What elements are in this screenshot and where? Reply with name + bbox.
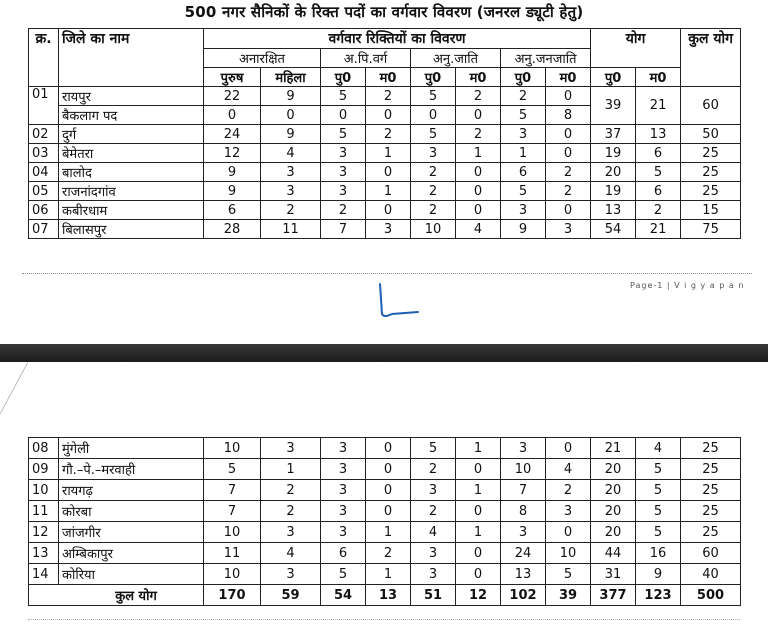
cell: 3 bbox=[321, 480, 366, 501]
cell-total-f: 6 bbox=[636, 144, 681, 163]
row-sno: 06 bbox=[29, 201, 59, 220]
subheader-female: महिला bbox=[261, 68, 321, 87]
cell-total-m: 37 bbox=[591, 125, 636, 144]
cell-total-f: 5 bbox=[636, 163, 681, 182]
vacancy-table-page1 bbox=[28, 28, 741, 239]
cell: 5 bbox=[321, 564, 366, 585]
cell-grand: 25 bbox=[681, 144, 741, 163]
cell: 6 bbox=[501, 163, 546, 182]
cell: 2 bbox=[261, 501, 321, 522]
cell-total-f: 21 bbox=[636, 220, 681, 239]
subheader-m: पु0 bbox=[411, 68, 456, 87]
header-district: जिले का नाम bbox=[59, 29, 204, 87]
cell: 0 bbox=[546, 201, 591, 220]
table-row bbox=[29, 87, 741, 106]
cell: 9 bbox=[204, 182, 261, 201]
cell: 1 bbox=[366, 144, 411, 163]
cell: 0 bbox=[456, 201, 501, 220]
cell-grand: 75 bbox=[681, 220, 741, 239]
header-row-1 bbox=[29, 29, 741, 49]
page-break-bar bbox=[0, 344, 768, 362]
pen-stroke-mark bbox=[370, 282, 430, 322]
row-district: मुंगेली bbox=[59, 438, 204, 459]
table-row bbox=[29, 163, 741, 182]
cell-total-m: 20 bbox=[591, 522, 636, 543]
total-cell: 54 bbox=[321, 585, 366, 606]
cell: 22 bbox=[204, 87, 261, 106]
cell: 5 bbox=[501, 182, 546, 201]
cell-total-f: 6 bbox=[636, 182, 681, 201]
cell-total-m: 20 bbox=[591, 501, 636, 522]
subheader-f: म0 bbox=[546, 68, 591, 87]
total-cell: 39 bbox=[546, 585, 591, 606]
cell: 0 bbox=[456, 106, 501, 125]
row-sno: 01 bbox=[29, 87, 59, 125]
cell: 3 bbox=[501, 438, 546, 459]
cell: 0 bbox=[261, 106, 321, 125]
cell: 10 bbox=[204, 438, 261, 459]
subheader-f: म0 bbox=[456, 68, 501, 87]
page1-body bbox=[29, 125, 741, 239]
cell-total-m: 13 bbox=[591, 201, 636, 220]
cell: 13 bbox=[501, 564, 546, 585]
cell: 3 bbox=[411, 144, 456, 163]
cell-total-f: 5 bbox=[636, 480, 681, 501]
cell: 24 bbox=[501, 543, 546, 564]
cell: 3 bbox=[261, 522, 321, 543]
cell: 3 bbox=[321, 522, 366, 543]
cell: 3 bbox=[411, 480, 456, 501]
row-district: बैकलाग पद bbox=[59, 106, 204, 125]
table-row bbox=[29, 220, 741, 239]
cell: 8 bbox=[546, 106, 591, 125]
table-row bbox=[29, 564, 741, 585]
cell-grand: 25 bbox=[681, 438, 741, 459]
cell: 3 bbox=[501, 522, 546, 543]
header-category-detail: वर्गवार रिक्तियों का विवरण bbox=[204, 29, 591, 49]
total-cell: 13 bbox=[366, 585, 411, 606]
subheader-total-f: म0 bbox=[636, 68, 681, 87]
cell: 2 bbox=[411, 501, 456, 522]
cell: 0 bbox=[366, 459, 411, 480]
total-cell: 102 bbox=[501, 585, 546, 606]
cell-total-m: 19 bbox=[591, 182, 636, 201]
cell: 0 bbox=[546, 522, 591, 543]
row-sno: 11 bbox=[29, 501, 59, 522]
cell: 3 bbox=[366, 220, 411, 239]
cell: 2 bbox=[261, 480, 321, 501]
total-cell: 123 bbox=[636, 585, 681, 606]
cell-total-m: 19 bbox=[591, 144, 636, 163]
header-grand-total: कुल योग bbox=[681, 29, 741, 87]
row-district: दुर्ग bbox=[59, 125, 204, 144]
cell: 2 bbox=[261, 201, 321, 220]
cell: 28 bbox=[204, 220, 261, 239]
cell-grand: 25 bbox=[681, 480, 741, 501]
cell: 1 bbox=[456, 438, 501, 459]
cell: 6 bbox=[321, 543, 366, 564]
row-district: बिलासपुर bbox=[59, 220, 204, 239]
cell: 2 bbox=[411, 182, 456, 201]
subheader-m: पु0 bbox=[501, 68, 546, 87]
total-cell: 59 bbox=[261, 585, 321, 606]
cell-grand: 60 bbox=[681, 87, 741, 125]
cell: 8 bbox=[501, 501, 546, 522]
cell: 2 bbox=[321, 201, 366, 220]
cell: 9 bbox=[204, 163, 261, 182]
row-district: रायगढ़ bbox=[59, 480, 204, 501]
cell-total-f: 5 bbox=[636, 459, 681, 480]
cell: 4 bbox=[546, 459, 591, 480]
header-group-unreserved: अनारक्षित bbox=[204, 49, 321, 68]
cell: 0 bbox=[366, 163, 411, 182]
table-row bbox=[29, 501, 741, 522]
cell: 3 bbox=[261, 163, 321, 182]
cell: 7 bbox=[204, 480, 261, 501]
row-sno: 03 bbox=[29, 144, 59, 163]
cell: 1 bbox=[456, 144, 501, 163]
cell: 3 bbox=[501, 125, 546, 144]
cell: 6 bbox=[204, 201, 261, 220]
total-cell: 170 bbox=[204, 585, 261, 606]
paper-edge bbox=[0, 362, 40, 422]
cell: 0 bbox=[456, 163, 501, 182]
document-title: 500 नगर सैनिकों के रिक्त पदों का वर्गवार विवरण (जनरल ड्यूटी हेतु) bbox=[184, 3, 584, 21]
cell-total-m: 20 bbox=[591, 480, 636, 501]
cell: 0 bbox=[366, 438, 411, 459]
cell: 3 bbox=[321, 144, 366, 163]
cell: 1 bbox=[261, 459, 321, 480]
cell-total-f: 2 bbox=[636, 201, 681, 220]
header-sno: क्र. bbox=[29, 29, 59, 87]
row-district: बालोद bbox=[59, 163, 204, 182]
cell-grand: 60 bbox=[681, 543, 741, 564]
row-sno: 07 bbox=[29, 220, 59, 239]
cell: 2 bbox=[411, 459, 456, 480]
row-district: राजनांदगांव bbox=[59, 182, 204, 201]
cell: 3 bbox=[411, 564, 456, 585]
cell: 10 bbox=[411, 220, 456, 239]
cell: 3 bbox=[321, 438, 366, 459]
row-sno: 04 bbox=[29, 163, 59, 182]
cell: 0 bbox=[456, 501, 501, 522]
cell: 0 bbox=[204, 106, 261, 125]
row-sno: 09 bbox=[29, 459, 59, 480]
cell: 9 bbox=[261, 87, 321, 106]
cell-grand: 25 bbox=[681, 522, 741, 543]
page2-body bbox=[29, 438, 741, 585]
cell-grand: 15 bbox=[681, 201, 741, 220]
cell-total-m: 21 bbox=[591, 438, 636, 459]
cell: 0 bbox=[456, 182, 501, 201]
table-row bbox=[29, 543, 741, 564]
cell: 24 bbox=[204, 125, 261, 144]
cell: 2 bbox=[411, 163, 456, 182]
cell: 5 bbox=[546, 564, 591, 585]
header-group-sc: अनु.जाति bbox=[411, 49, 501, 68]
row-sno: 12 bbox=[29, 522, 59, 543]
page-separator bbox=[22, 273, 752, 274]
row-sno: 02 bbox=[29, 125, 59, 144]
cell: 5 bbox=[321, 125, 366, 144]
cell: 10 bbox=[204, 564, 261, 585]
row-sno: 05 bbox=[29, 182, 59, 201]
cell: 12 bbox=[204, 144, 261, 163]
cell: 1 bbox=[456, 522, 501, 543]
cell-grand: 25 bbox=[681, 163, 741, 182]
cell: 0 bbox=[546, 438, 591, 459]
cell-total-m: 20 bbox=[591, 163, 636, 182]
total-cell: 377 bbox=[591, 585, 636, 606]
cell: 0 bbox=[411, 106, 456, 125]
subheader-m: पु0 bbox=[321, 68, 366, 87]
cell: 3 bbox=[546, 220, 591, 239]
cell: 11 bbox=[204, 543, 261, 564]
row-district: कोरबा bbox=[59, 501, 204, 522]
cell: 5 bbox=[321, 87, 366, 106]
cell: 3 bbox=[261, 438, 321, 459]
table-row bbox=[29, 182, 741, 201]
total-cell: 12 bbox=[456, 585, 501, 606]
cell: 3 bbox=[501, 201, 546, 220]
row-district: अम्बिकापुर bbox=[59, 543, 204, 564]
row-district: कोरिया bbox=[59, 564, 204, 585]
cell: 4 bbox=[456, 220, 501, 239]
header-group-obc: अ.पि.वर्ग bbox=[321, 49, 411, 68]
header-total: योग bbox=[591, 29, 681, 68]
total-label: कुल योग bbox=[29, 585, 204, 606]
footer-line bbox=[28, 619, 740, 620]
cell: 5 bbox=[411, 125, 456, 144]
cell: 0 bbox=[546, 87, 591, 106]
cell: 0 bbox=[456, 543, 501, 564]
cell: 2 bbox=[546, 163, 591, 182]
row-district: रायपुर bbox=[59, 87, 204, 106]
cell: 3 bbox=[321, 163, 366, 182]
cell-total-f: 9 bbox=[636, 564, 681, 585]
cell-total-f: 4 bbox=[636, 438, 681, 459]
total-cell: 51 bbox=[411, 585, 456, 606]
vacancy-table-page2 bbox=[28, 437, 741, 606]
cell: 3 bbox=[261, 182, 321, 201]
cell: 11 bbox=[261, 220, 321, 239]
page-mark: Page-1 | V i g y a p a n bbox=[630, 281, 745, 290]
cell-total-m: 44 bbox=[591, 543, 636, 564]
cell: 4 bbox=[411, 522, 456, 543]
cell: 9 bbox=[261, 125, 321, 144]
cell-grand: 25 bbox=[681, 501, 741, 522]
row-sno: 14 bbox=[29, 564, 59, 585]
cell-grand: 25 bbox=[681, 459, 741, 480]
cell: 1 bbox=[366, 182, 411, 201]
cell: 2 bbox=[501, 87, 546, 106]
table-row bbox=[29, 201, 741, 220]
cell: 0 bbox=[366, 106, 411, 125]
cell: 1 bbox=[501, 144, 546, 163]
cell: 10 bbox=[204, 522, 261, 543]
cell: 10 bbox=[501, 459, 546, 480]
cell: 3 bbox=[321, 501, 366, 522]
cell-total-f: 5 bbox=[636, 501, 681, 522]
cell: 2 bbox=[366, 543, 411, 564]
cell: 2 bbox=[546, 182, 591, 201]
table-row bbox=[29, 144, 741, 163]
cell-total-f: 5 bbox=[636, 522, 681, 543]
cell: 1 bbox=[366, 564, 411, 585]
cell: 0 bbox=[366, 480, 411, 501]
cell: 5 bbox=[411, 87, 456, 106]
table-row bbox=[29, 480, 741, 501]
row-district: बेमेतरा bbox=[59, 144, 204, 163]
header-group-st: अनु.जनजाति bbox=[501, 49, 591, 68]
cell: 5 bbox=[501, 106, 546, 125]
row-district: गौ.–पे.–मरवाही bbox=[59, 459, 204, 480]
subheader-f: म0 bbox=[366, 68, 411, 87]
subheader-total-m: पु0 bbox=[591, 68, 636, 87]
cell: 10 bbox=[546, 543, 591, 564]
cell: 3 bbox=[261, 564, 321, 585]
cell: 7 bbox=[204, 501, 261, 522]
cell: 4 bbox=[261, 144, 321, 163]
cell-grand: 50 bbox=[681, 125, 741, 144]
cell: 0 bbox=[366, 501, 411, 522]
cell: 0 bbox=[546, 125, 591, 144]
table-row bbox=[29, 125, 741, 144]
cell: 2 bbox=[456, 87, 501, 106]
cell-grand: 25 bbox=[681, 182, 741, 201]
cell: 5 bbox=[204, 459, 261, 480]
cell-total-m: 54 bbox=[591, 220, 636, 239]
cell-total-m: 39 bbox=[591, 87, 636, 125]
total-cell: 500 bbox=[681, 585, 741, 606]
cell-total-f: 21 bbox=[636, 87, 681, 125]
cell: 0 bbox=[546, 144, 591, 163]
table-row bbox=[29, 522, 741, 543]
cell: 3 bbox=[411, 543, 456, 564]
cell: 0 bbox=[321, 106, 366, 125]
cell: 2 bbox=[366, 125, 411, 144]
cell: 4 bbox=[261, 543, 321, 564]
cell-total-m: 20 bbox=[591, 459, 636, 480]
table-row bbox=[29, 438, 741, 459]
cell: 2 bbox=[411, 201, 456, 220]
row-sno: 08 bbox=[29, 438, 59, 459]
cell: 7 bbox=[321, 220, 366, 239]
cell: 2 bbox=[366, 87, 411, 106]
cell-total-f: 13 bbox=[636, 125, 681, 144]
cell: 0 bbox=[456, 459, 501, 480]
cell: 2 bbox=[546, 480, 591, 501]
cell: 2 bbox=[456, 125, 501, 144]
subheader-male: पुरुष bbox=[204, 68, 261, 87]
cell: 7 bbox=[501, 480, 546, 501]
cell: 3 bbox=[321, 459, 366, 480]
cell: 9 bbox=[501, 220, 546, 239]
total-row bbox=[29, 585, 741, 606]
cell: 1 bbox=[366, 522, 411, 543]
cell: 5 bbox=[411, 438, 456, 459]
cell: 3 bbox=[546, 501, 591, 522]
row-sno: 13 bbox=[29, 543, 59, 564]
table-row bbox=[29, 459, 741, 480]
row-district: कबीरधाम bbox=[59, 201, 204, 220]
cell: 0 bbox=[366, 201, 411, 220]
cell: 1 bbox=[456, 480, 501, 501]
cell-total-f: 16 bbox=[636, 543, 681, 564]
cell-total-m: 31 bbox=[591, 564, 636, 585]
cell-grand: 40 bbox=[681, 564, 741, 585]
cell: 0 bbox=[456, 564, 501, 585]
cell: 3 bbox=[321, 182, 366, 201]
row-district: जांजगीर bbox=[59, 522, 204, 543]
row-sno: 10 bbox=[29, 480, 59, 501]
